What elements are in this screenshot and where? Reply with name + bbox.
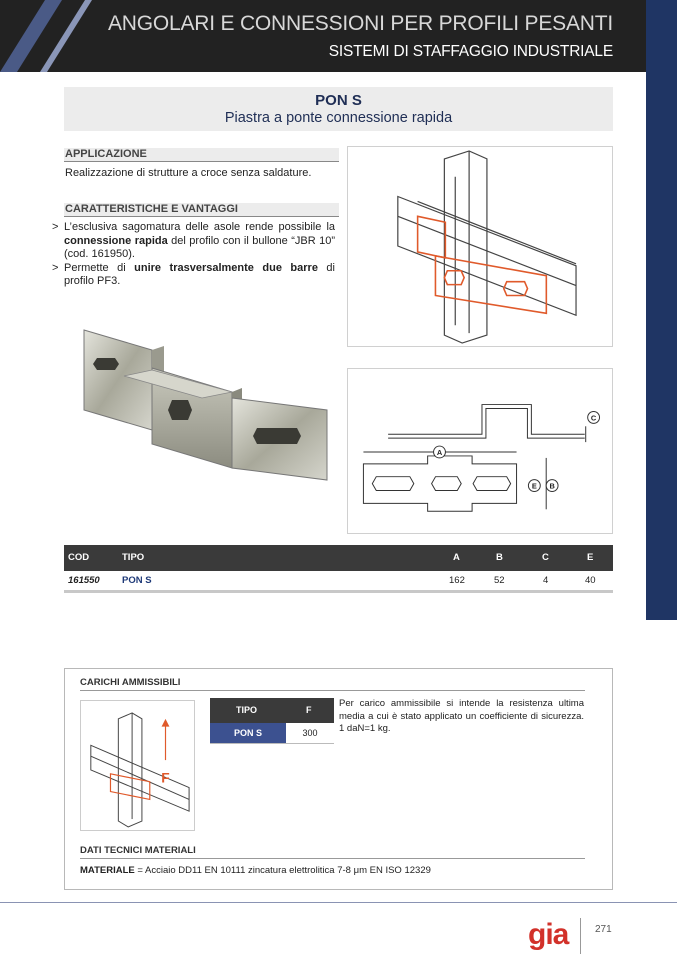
cell-b: 52 bbox=[494, 575, 505, 586]
col-tipo: TIPO bbox=[122, 552, 145, 563]
table-row bbox=[210, 723, 334, 744]
header-title: ANGOLARI E CONNESSIONI PER PROFILI PESANTI bbox=[107, 12, 613, 35]
feature-item bbox=[52, 262, 335, 289]
cell-f: 300 bbox=[302, 728, 318, 738]
force-label: F bbox=[161, 770, 170, 786]
technical-drawing bbox=[347, 368, 613, 534]
label-b: B bbox=[549, 481, 555, 491]
loads-table-header bbox=[210, 698, 334, 723]
feature-text: L’esclusiva sagomatura delle asole rende possibile la bbox=[64, 221, 335, 233]
application-text: Realizzazione di strutture a croce senza saldature. bbox=[65, 167, 312, 179]
cell-tipo: PON S bbox=[210, 723, 286, 743]
header-subtitle: SISTEMI DI STAFFAGGIO INDUSTRIALE bbox=[328, 43, 613, 60]
col-c: C bbox=[542, 552, 549, 563]
loads-table bbox=[210, 698, 334, 744]
cell-e: 40 bbox=[585, 575, 596, 586]
col-b: B bbox=[496, 552, 503, 563]
product-title-box bbox=[64, 87, 613, 131]
cell-c: 4 bbox=[543, 575, 549, 586]
bullet-marker: > bbox=[52, 261, 59, 274]
material-label: MATERIALE bbox=[80, 865, 135, 876]
product-table-header bbox=[64, 545, 613, 571]
feature-highlight: unire trasversalmente due barre bbox=[134, 261, 318, 274]
page-header bbox=[0, 0, 646, 72]
loads-box bbox=[64, 668, 613, 890]
tech-data-heading: DATI TECNICI MATERIALI bbox=[80, 845, 585, 859]
feature-text: Permette di bbox=[64, 261, 135, 274]
page-number: 271 bbox=[595, 924, 612, 935]
loads-heading: CARICHI AMMISSIBILI bbox=[80, 677, 585, 691]
features-list bbox=[52, 221, 335, 289]
header-stripes-decoration bbox=[0, 0, 100, 72]
loads-note: Per carico ammissibile si intende la resistenza ultima media a cui è stato applicato un coefficiente di sicurezza. 1 daN=1 kg. bbox=[339, 698, 584, 734]
footer-divider bbox=[0, 902, 677, 903]
bullet-marker: > bbox=[52, 221, 59, 233]
product-photo bbox=[72, 320, 340, 490]
col-f: F bbox=[306, 705, 312, 715]
application-heading: APPLICAZIONE bbox=[64, 148, 339, 162]
cell-tipo: PON S bbox=[122, 575, 152, 586]
assembly-drawing bbox=[347, 146, 613, 347]
label-c: C bbox=[590, 413, 597, 423]
table-row bbox=[64, 571, 613, 593]
material-line bbox=[80, 865, 431, 876]
features-heading: CARATTERISTICHE E VANTAGGI bbox=[64, 203, 339, 217]
logo-separator bbox=[580, 918, 581, 954]
col-cod: COD bbox=[68, 552, 90, 563]
cell-a: 162 bbox=[449, 575, 465, 586]
cell-cod: 161550 bbox=[68, 575, 100, 586]
feature-text: di profilo PF3. bbox=[64, 261, 335, 287]
load-diagram bbox=[80, 700, 195, 831]
feature-highlight: connessione rapida bbox=[64, 234, 168, 247]
product-name: PON S bbox=[315, 92, 362, 109]
col-tipo: TIPO bbox=[236, 705, 258, 715]
material-text: = Acciaio DD11 EN 10111 zincatura elettrolitica 7-8 μm EN ISO 12329 bbox=[134, 865, 431, 876]
feature-item bbox=[52, 221, 335, 262]
label-e: E bbox=[531, 481, 537, 491]
side-tab-bar bbox=[646, 0, 677, 620]
brand-logo: gia bbox=[528, 918, 569, 951]
product-description: Piastra a ponte connessione rapida bbox=[224, 110, 453, 126]
col-e: E bbox=[587, 552, 594, 563]
label-a: A bbox=[436, 447, 443, 457]
col-a: A bbox=[453, 552, 460, 563]
feature-text: del profilo con il bullone “JBR 10” (cod. 161950). bbox=[64, 234, 335, 260]
